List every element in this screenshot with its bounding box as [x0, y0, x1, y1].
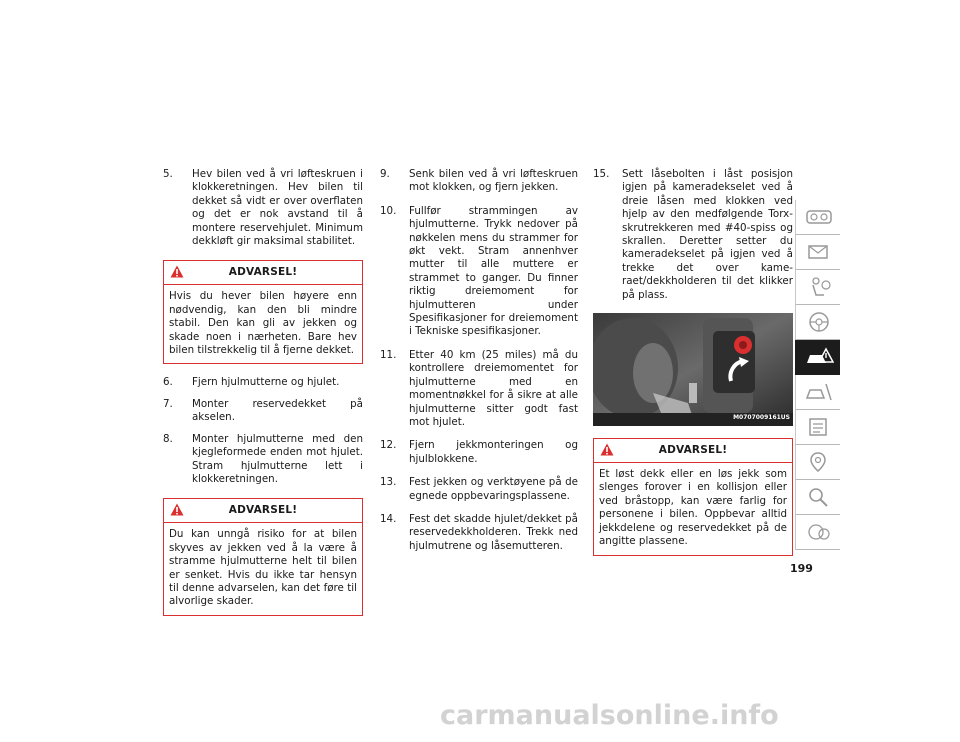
warning-title: ADVARSEL!: [228, 266, 298, 279]
step-text: Fest jekken og verktøyene på de egnede oppbevaringsplassene.: [409, 476, 578, 502]
column-1: [163, 168, 363, 628]
step-number: 10.: [380, 204, 397, 217]
nav-tab-10[interactable]: [795, 515, 840, 550]
step-text: Monter hjulmutterne med den kjegleformede enden mot hjulet. Stram hjulmutterne lett i klokkeretningen.: [192, 432, 363, 485]
step-8: [163, 433, 363, 487]
step-15: [593, 168, 793, 302]
step-7: [163, 398, 363, 425]
step-number: 12.: [380, 439, 397, 452]
step-number: 7.: [163, 397, 173, 410]
nav-tab-1[interactable]: [795, 200, 840, 235]
warning-text: Et løst dekk eller en løs jekk som slenges forover i en kollisjon eller ved bråstopp, kan være farlig for personene i bilen. Oppbevar alltid jekkdelene og reservedekket på de angitte plassene.: [599, 468, 787, 548]
step-text: Etter 40 km (25 miles) må du kontrollere dreiemomentet for hjulmutterne med en momentnøkkel for å sikre at alle hjulmutterne sitter godt fast mot hjulet.: [409, 348, 578, 428]
warning-text: Du kan unngå risiko for at bilen skyves av jekken ved å la være å stramme hjulmutterne helt til bilen er senket. Hvis du ikke tar hensyn til denne advarselen, kan det føre til alvorlige skader.: [169, 528, 357, 608]
step-9: [380, 168, 578, 195]
step-10: [380, 205, 578, 339]
car-service-icon: [804, 380, 834, 404]
step-11: [380, 349, 578, 429]
step-text: Monter reservedekket på akselen.: [192, 397, 363, 424]
step-number: 6.: [163, 376, 173, 389]
mail-envelope-icon: [804, 240, 834, 264]
chapter-nav: [795, 200, 840, 550]
step-text: Fjern hjulmutterne og hjulet.: [192, 376, 340, 389]
nav-tab-2[interactable]: [795, 235, 840, 270]
nav-tab-8[interactable]: [795, 445, 840, 480]
camera-cover-photo: [593, 313, 793, 426]
step-number: 8.: [163, 432, 173, 445]
step-number: 11.: [380, 348, 397, 361]
nav-tab-3[interactable]: [795, 270, 840, 305]
car-emergency-icon: [804, 345, 834, 369]
step-text: Sett låsebolten i låst posisjon igjen på kameradekselet ved å dreie låsen med klokken ved hjelp av den medfølgende Torx-skrutrekkeren med #40-spiss og skrallen. Deretter setter du kameradekselet på igjen ved å trekke det over kameraet/dekkholderen til det klikker på plass.: [622, 168, 793, 301]
warning-header: [594, 439, 792, 463]
warning-triangle-icon: [170, 265, 184, 278]
warning-triangle-icon: [170, 503, 184, 516]
step-5: [163, 168, 363, 248]
nav-tab-5-active[interactable]: [795, 340, 840, 375]
warning-triangle-icon: [600, 443, 614, 456]
step-text: Senk bilen ved å vri løfteskruen mot klokken, og fjern jekken.: [409, 168, 578, 194]
warning-header: [164, 499, 362, 523]
nav-tab-6[interactable]: [795, 375, 840, 410]
step-number: 15.: [593, 168, 610, 180]
language-icon: [804, 520, 834, 544]
column-3: [593, 168, 793, 568]
warning-box: [593, 438, 793, 555]
step-12: [380, 439, 578, 466]
step-text: Fest det skadde hjulet/dekket på reservedekkholderen. Trekk ned hjulmutrene og låsemutteren.: [409, 512, 578, 552]
steering-wheel-icon: [804, 310, 834, 334]
warning-text: Hvis du hever bilen høyere enn nødvendig, kan den bli mindre stabil. Den kan gli av jekken og skade noen i nærheten. Bare hev bilen tilstrekkelig til å fjerne dekket.: [169, 290, 357, 357]
step-text: Fjern jekkmonteringen og hjulblokkene.: [409, 439, 578, 465]
list-specs-icon: [804, 415, 834, 439]
nav-tab-9[interactable]: [795, 480, 840, 515]
step-number: 5.: [163, 168, 173, 180]
camera-lock-illustration: [593, 313, 793, 426]
car-dashboard-icon: [804, 205, 834, 229]
column-2: [380, 168, 578, 563]
page-number: 199: [790, 562, 813, 575]
warning-title: ADVARSEL!: [228, 504, 298, 517]
step-text: Fullfør strammingen av hjulmutterne. Trykk nedover på nøkkelen mens du strammer for økt vekt. Stram annenhver mutter til alle muttere er strammet to ganger. Du finner riktig dreiemoment for hjulmutteren under Spesifikasjoner for dreiemoment i Tekniske spesifikasjoner.: [409, 204, 578, 338]
watermark: carmanualsonline.info: [440, 700, 779, 731]
nav-tab-7[interactable]: [795, 410, 840, 445]
warning-box: [163, 260, 363, 364]
magnifier-icon: [804, 485, 834, 509]
seat-airbag-icon: [804, 275, 834, 299]
step-number: 9.: [380, 168, 390, 180]
step-number: 14.: [380, 512, 397, 525]
warning-header: [164, 261, 362, 285]
warning-title: ADVARSEL!: [658, 444, 728, 457]
nav-tab-4[interactable]: [795, 305, 840, 340]
photo-code: M0707009161US: [733, 413, 790, 421]
step-13: [380, 476, 578, 503]
step-14: [380, 513, 578, 553]
step-6: [163, 376, 363, 389]
warning-box: [163, 498, 363, 615]
step-number: 13.: [380, 476, 397, 489]
step-text: Hev bilen ved å vri løfteskruen i klokkeretningen. Hev bilen til dekket så vidt er over overflaten og det er nok avstand til å montere reservehjulet. Minimum dekkløft gir maksimal stabilitet.: [192, 168, 363, 248]
map-pin-icon: [804, 450, 834, 474]
